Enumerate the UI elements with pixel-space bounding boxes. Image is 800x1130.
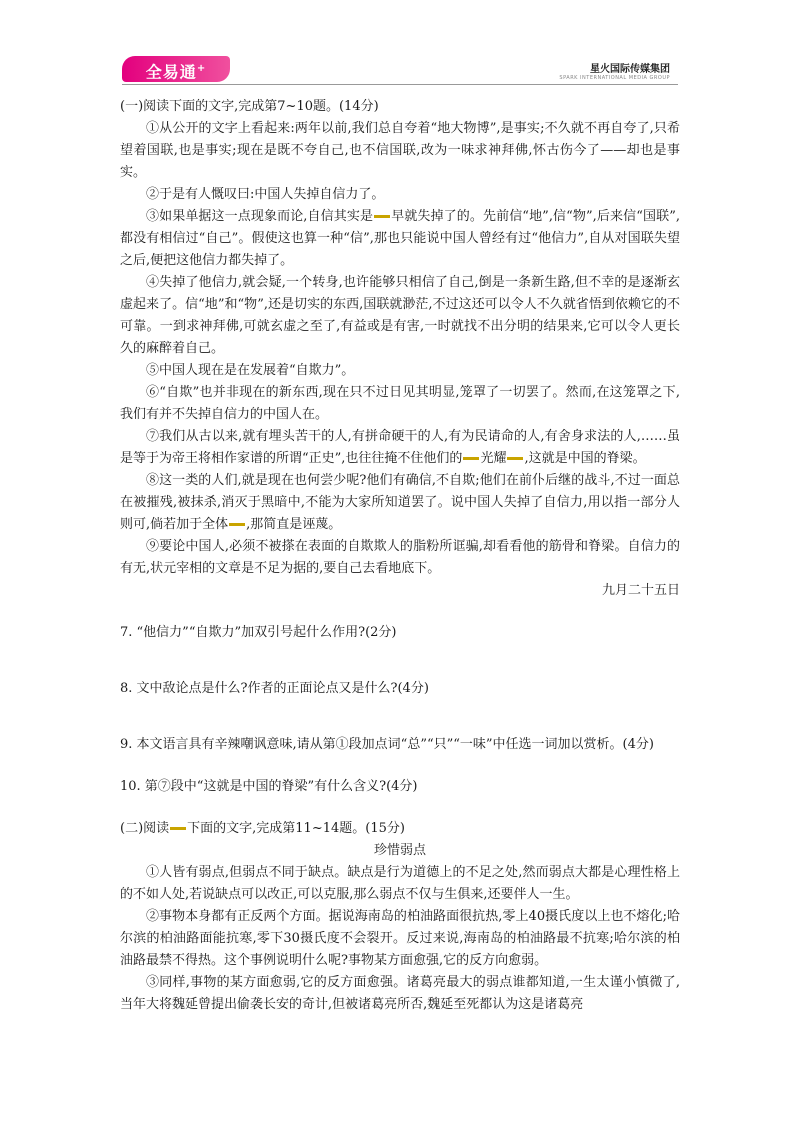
brand-logo [122, 56, 230, 82]
logo-plus: + [196, 63, 207, 74]
paragraph-8-part-b: ,那简直是诬蔑。 [246, 517, 342, 532]
question-10: 10. 第⑦段中“这就是中国的脊梁”有什么含义?(4分) [120, 779, 418, 794]
answer-mark [170, 827, 186, 830]
document-body [120, 96, 680, 1016]
paragraph-9: ⑨要论中国人,必须不被搽在表面的自欺欺人的脂粉所诓骗,却看看他的筋骨和脊梁。自信力的有无,状元宰相的文章是不足为据的,要自己去看地底下。 [120, 539, 680, 576]
question-7: 7. “他信力”“自欺力”加双引号起什么作用?(2分) [120, 625, 397, 640]
paragraph-2: ②于是有人慨叹曰:中国人失掉自信力了。 [146, 187, 385, 202]
paragraph-8-part-a: ⑧这一类的人们,就是现在也何尝少呢?他们有确信,不自欺;他们在前仆后继的战斗,不过一面总在被摧残,被抹杀,消灭于黑暗中,不能为大家所知道罢了。说中国人失掉了自信力,用以指一部分人则可,倘若加于全体 [120, 473, 680, 532]
paragraph-7-part-b: 光耀 [480, 451, 507, 466]
section2-heading [120, 818, 680, 840]
answer-mark [229, 523, 245, 526]
paragraph-8 [120, 470, 680, 536]
section1-heading: (一)阅读下面的文字,完成第7~10题。(14分) [120, 99, 379, 114]
paragraph-6: ⑥“自欺”也并非现在的新东西,现在只不过日见其明显,笼罩了一切罢了。然而,在这笼罩之下,我们有并不失掉自信力的中国人在。 [120, 385, 680, 422]
publisher-name: 星火国际传媒集团 [590, 64, 670, 75]
paragraph-4: ④失掉了他信力,就会疑,一个转身,也许能够只相信了自己,倒是一条新生路,但不幸的是逐渐玄虚起来了。信“地”和“物”,还是切实的东西,国联就渺茫,不过这还可以令人不久就省悟到依赖它的不可靠。一到求神拜佛,可就玄虚之至了,有益或是有害,一时就找不出分明的结果来,它可以令人更长久的麻醉着自己。 [120, 275, 680, 356]
answer-space [120, 644, 680, 678]
paragraph-7 [120, 426, 680, 470]
paragraph-s2-1: ①人皆有弱点,但弱点不同于缺点。缺点是行为道德上的不足之处,然而弱点大都是心理性格上的不如人处,若说缺点可以改正,可以克服,那么弱点不仅与生俱来,还要伴人一生。 [120, 865, 680, 902]
publisher-block [559, 60, 670, 81]
paragraph-s2-2: ②事物本身都有正反两个方面。据说海南岛的柏油路面很抗热,零上40摄氏度以上也不熔化;哈尔滨的柏油路面能抗寒,零下30摄氏度不会裂开。反过来说,海南岛的柏油路最不抗寒;哈尔滨的柏油路最禁不得热。这个事例说明什么呢?事物某方面愈强,它的反方向愈弱。 [120, 909, 680, 968]
section2-heading-part-a: (二)阅读 [120, 821, 170, 836]
paragraph-3-part-b: 早就失掉了的。先前信“地”,信“物”,后来信“国联”,都没有相信过“自己”。假使这也算一种“信”,那也只能说中国人曾经有过“他信力”,自从对国联失望之后,便把这他信力都失掉了。 [120, 209, 680, 268]
answer-space [120, 756, 680, 776]
section2-heading-part-b: 下面的文字,完成第11~14题。(15分) [187, 821, 405, 836]
paragraph-5: ⑤中国人现在是在发展着“自欺力”。 [146, 363, 355, 378]
paragraph-3 [120, 206, 680, 272]
article-title: 珍惜弱点 [373, 843, 426, 858]
question-8: 8. 文中敌论点是什么?作者的正面论点又是什么?(4分) [120, 681, 429, 696]
page-header [0, 0, 800, 100]
paragraph-7-part-c: ,这就是中国的脊梁。 [524, 451, 646, 466]
spacer [120, 602, 680, 622]
publisher-name-en: SPARK INTERNATIONAL MEDIA GROUP [559, 75, 670, 81]
paragraph-7-part-a: ⑦我们从古以来,就有埋头苦干的人,有拼命硬干的人,有为民请命的人,有舍身求法的人,……虽是等于为帝王将相作家谱的所谓“正史”,也往往掩不住他们的 [120, 429, 680, 466]
paragraph-1: ①从公开的文字上看起来:两年以前,我们总自夸着“地大物博”,是事实;不久就不再自夸了,只希望着国联,也是事实;现在是既不夸自己,也不信国联,改为一味求神拜佛,怀古伤今了——却也是事实。 [120, 121, 680, 180]
question-9: 9. 本文语言具有辛辣嘲讽意味,请从第①段加点词“总”“只”“一味”中任选一词加以赏析。(4分) [120, 737, 654, 752]
logo-text: 全易通 [145, 62, 197, 82]
article-date: 九月二十五日 [601, 583, 680, 598]
answer-mark [374, 215, 390, 218]
answer-mark [463, 457, 479, 460]
answer-mark [507, 457, 523, 460]
paragraph-s2-3: ③同样,事物的某方面愈弱,它的反方面愈强。诸葛亮最大的弱点谁都知道,一生太谨小慎微了,当年大将魏延曾提出偷袭长安的奇计,但被诸葛亮所否,魏延至死都认为这是诸葛亮 [120, 975, 680, 1012]
header-divider [122, 84, 678, 85]
answer-space [120, 798, 680, 818]
paragraph-3-part-a: ③如果单据这一点现象而论,自信其实是 [146, 209, 374, 224]
answer-space [120, 700, 680, 734]
